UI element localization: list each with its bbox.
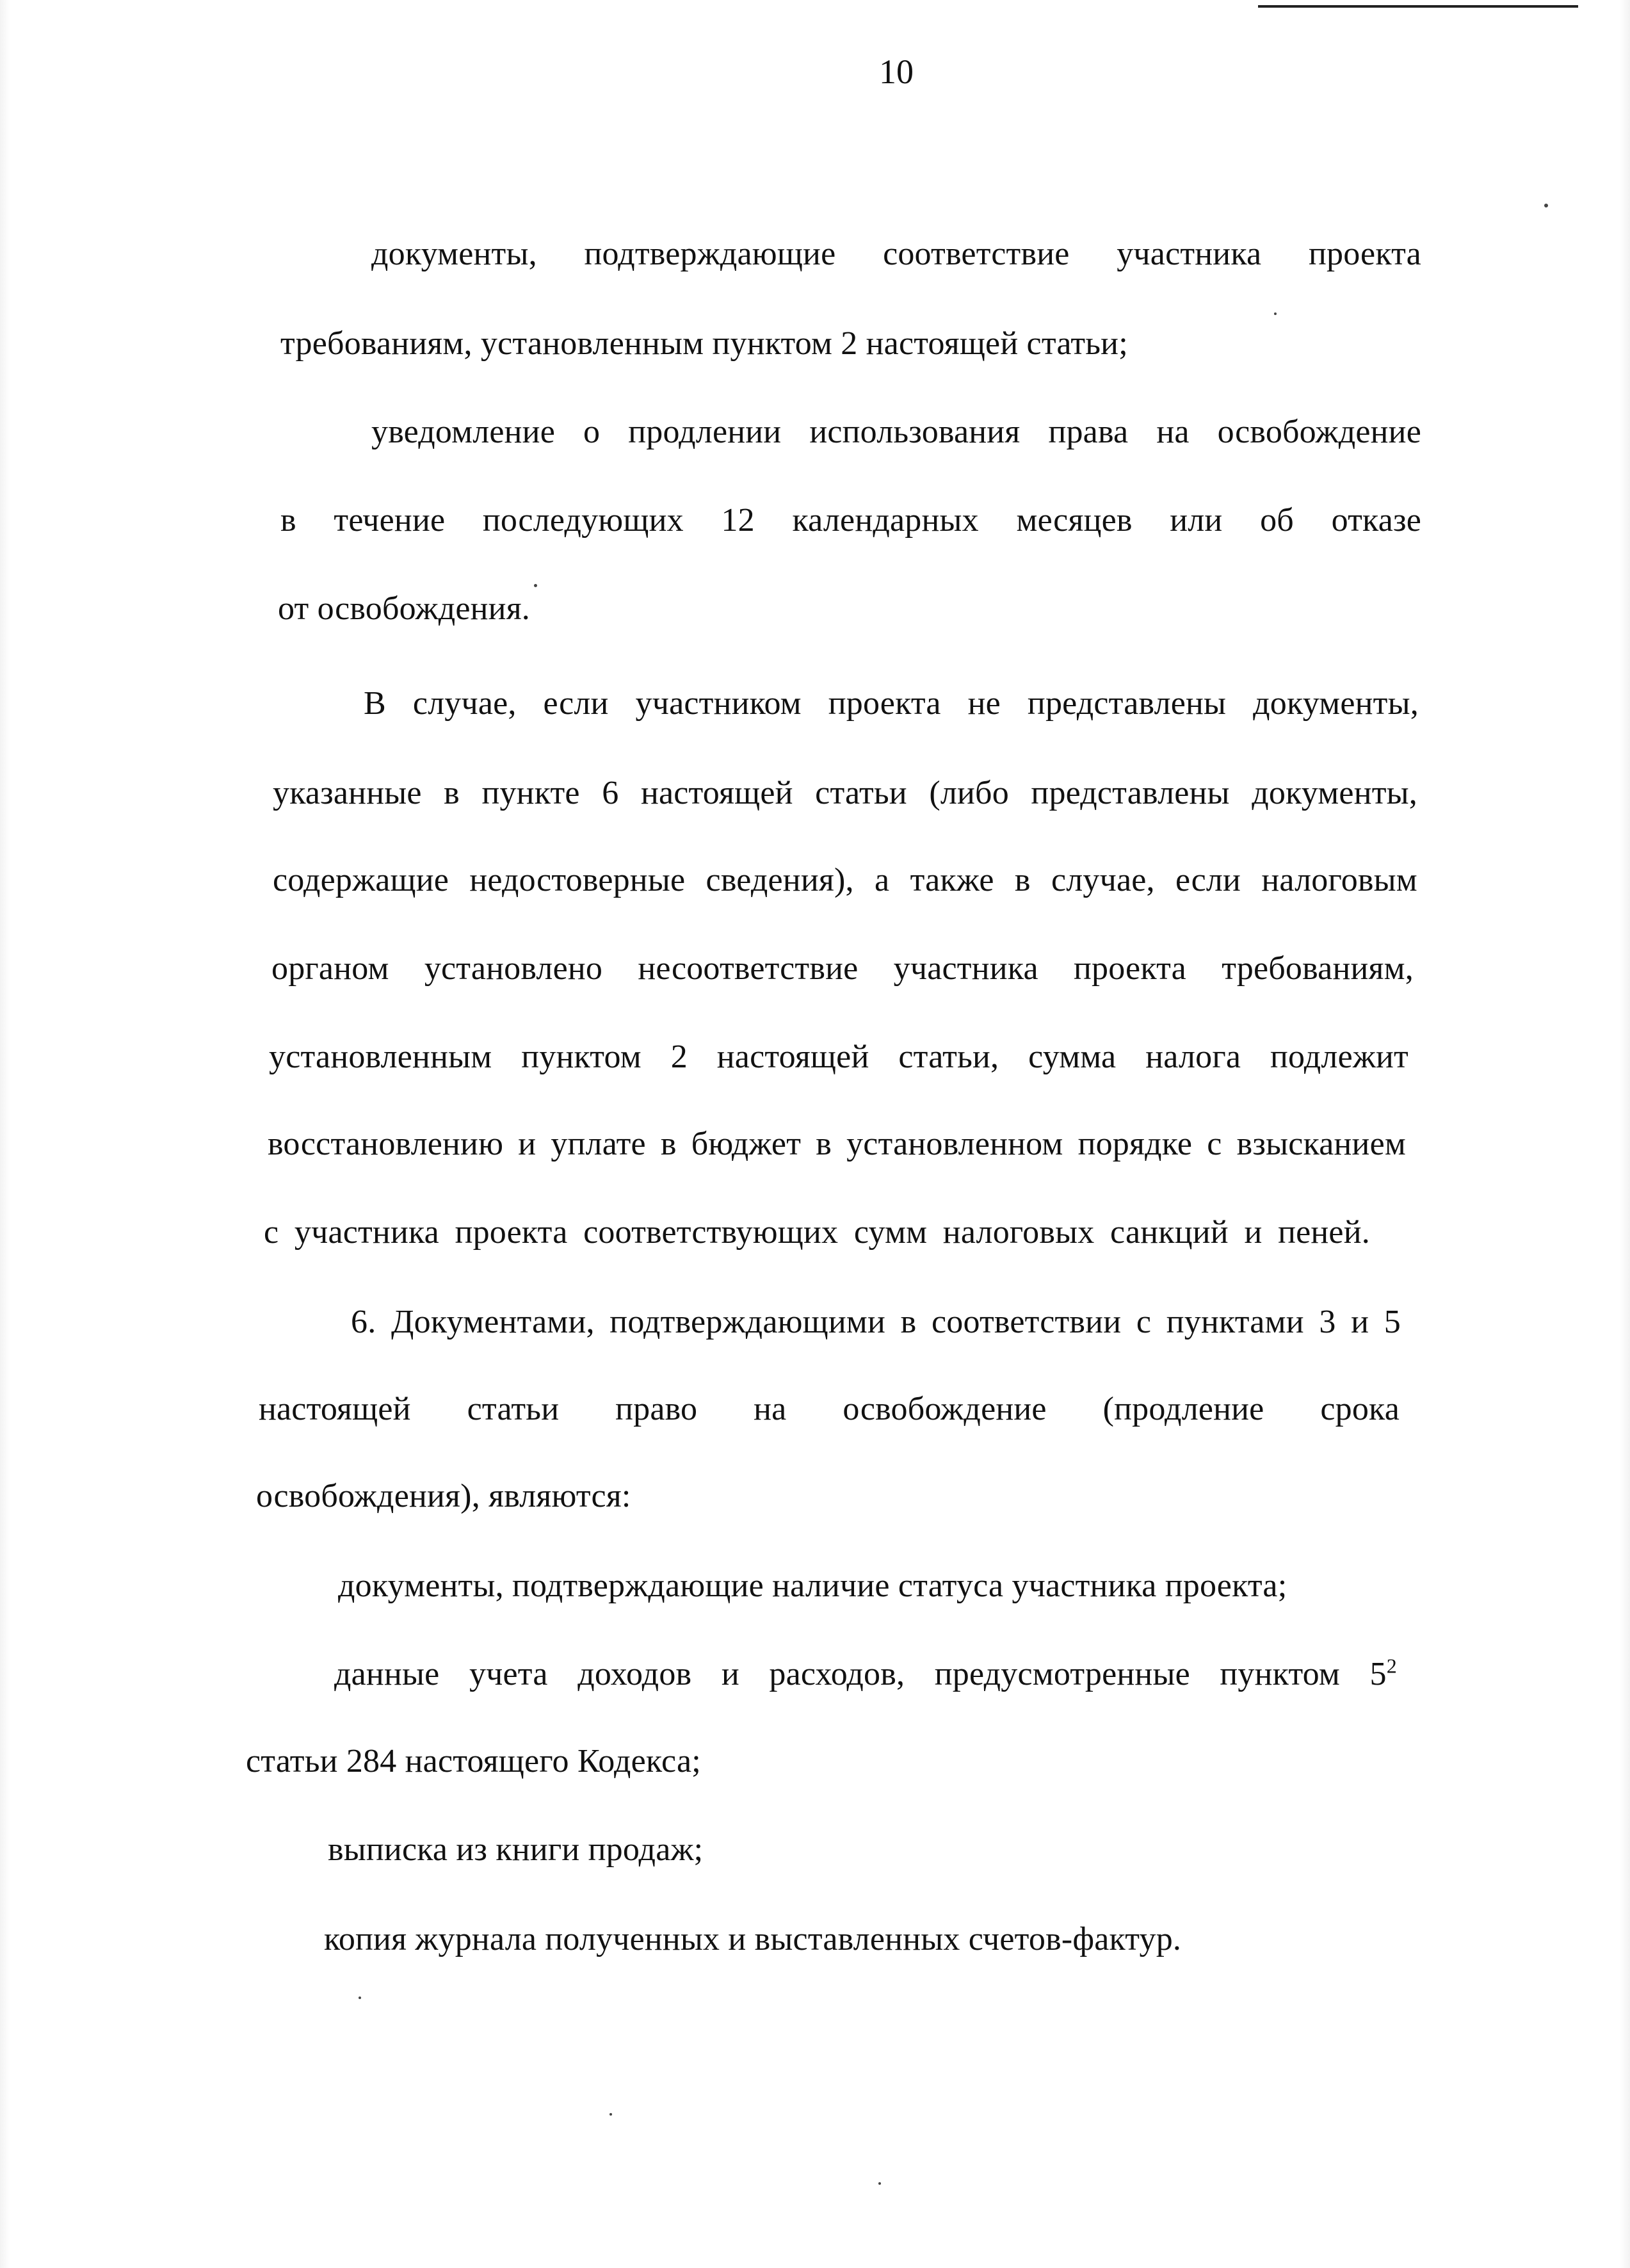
word: пунктом — [521, 1039, 642, 1075]
word: а — [875, 862, 890, 898]
line-text: документы, подтверждающие наличие статуса участника проекта; — [338, 1567, 1287, 1604]
word: данные — [334, 1656, 440, 1692]
word: участника — [1117, 236, 1262, 272]
word: статьи — [815, 775, 907, 811]
line-text: выписка из книги продаж; — [328, 1831, 704, 1868]
word: настоящей — [640, 775, 793, 811]
word: с — [1207, 1126, 1222, 1162]
text-line — [280, 321, 1128, 366]
word: проекта — [455, 1214, 568, 1251]
word: срока — [1320, 1391, 1400, 1427]
word: документы, — [1253, 685, 1419, 722]
line-text — [371, 410, 1421, 455]
text-line — [334, 1652, 1397, 1697]
word: подтверждающие — [584, 236, 836, 272]
word: требованиям, — [1222, 950, 1414, 987]
line-text — [280, 498, 1421, 543]
word: документы, — [1252, 775, 1417, 811]
word: пунктами — [1166, 1304, 1304, 1340]
word: освобождение — [843, 1391, 1047, 1427]
text-line — [264, 1210, 1370, 1255]
word: сумм — [853, 1214, 928, 1251]
text-line — [256, 1474, 631, 1519]
top-rule — [1258, 5, 1578, 8]
word: (продление — [1102, 1391, 1264, 1427]
word: и — [518, 1126, 537, 1162]
word: несоответствие — [638, 950, 859, 987]
word: в — [660, 1126, 677, 1162]
word: восстановлению — [268, 1126, 504, 1162]
word: участником — [635, 685, 802, 722]
word: налоговых — [942, 1214, 1095, 1251]
scan-speck — [878, 2182, 881, 2185]
text-line — [271, 946, 1414, 991]
word: случае, — [412, 685, 517, 722]
scan-speck — [1274, 312, 1277, 315]
word: 3 — [1319, 1304, 1336, 1340]
line-text — [351, 1300, 1401, 1345]
scan-speck — [1544, 204, 1548, 207]
word: в — [1014, 862, 1031, 898]
word: указанные — [273, 775, 422, 811]
text-line — [280, 498, 1421, 543]
word: права — [1048, 414, 1129, 450]
word: проекта — [1308, 236, 1421, 272]
scan-speck — [609, 2113, 612, 2116]
word: предусмотренные — [934, 1656, 1190, 1692]
word: налоговым — [1261, 862, 1417, 898]
word: соответствующих — [583, 1214, 839, 1251]
line-text: требованиям, установленным пунктом 2 настоящей статьи; — [280, 325, 1128, 362]
word: статьи — [467, 1391, 560, 1427]
word: отказе — [1331, 502, 1421, 539]
text-line — [328, 1827, 703, 1872]
line-text: от освобождения. — [278, 590, 531, 627]
text-line — [273, 771, 1417, 816]
word: $5^2$ — [1369, 1654, 1397, 1692]
text-line — [324, 1917, 1181, 1962]
scan-speck — [359, 1997, 361, 1999]
word: освобождение — [1217, 414, 1421, 450]
word: течение — [334, 502, 446, 539]
text-line — [259, 1387, 1400, 1432]
word: представлены — [1027, 685, 1227, 722]
word: установлено — [424, 950, 603, 987]
text-line — [351, 1300, 1401, 1345]
line-text: освобождения), являются: — [256, 1478, 631, 1514]
word: участника — [294, 1214, 439, 1251]
word: подлежит — [1270, 1039, 1408, 1075]
line-text — [271, 946, 1414, 991]
line-text: копия журнала полученных и выставленных счетов-фактур. — [324, 1921, 1182, 1957]
text-line — [273, 858, 1417, 903]
line-text — [273, 858, 1417, 903]
line-text — [371, 232, 1421, 277]
word: также — [910, 862, 994, 898]
word: расходов, — [769, 1656, 905, 1692]
word: сведения), — [706, 862, 854, 898]
word: и — [1351, 1304, 1369, 1340]
word: недостоверные — [469, 862, 686, 898]
word: продлении — [628, 414, 782, 450]
scan-right-edge — [1620, 0, 1630, 2268]
page-number: 10 — [879, 53, 914, 91]
word: на — [754, 1391, 787, 1427]
word: на — [1156, 414, 1190, 450]
word: 6. — [351, 1304, 376, 1340]
word: взысканием — [1236, 1126, 1406, 1162]
line-text — [268, 1122, 1406, 1167]
text-line — [371, 232, 1421, 277]
scan-speck — [534, 584, 537, 587]
line-text — [364, 681, 1419, 726]
word: не — [967, 685, 1001, 722]
text-line — [338, 1564, 1287, 1608]
word: с — [1136, 1304, 1152, 1340]
word: и — [1244, 1214, 1263, 1251]
word: если — [543, 685, 609, 722]
word: установленном — [846, 1126, 1063, 1162]
word: документы, — [371, 236, 537, 272]
word: о — [583, 414, 601, 450]
word: порядке — [1077, 1126, 1193, 1162]
word: с — [264, 1214, 279, 1251]
text-line — [246, 1739, 701, 1784]
word: уплате — [551, 1126, 646, 1162]
word: соответствии — [932, 1304, 1122, 1340]
text-line — [268, 1122, 1406, 1167]
text-line — [371, 410, 1421, 455]
word: 6 — [602, 775, 619, 811]
superscript: 2 — [1386, 1654, 1397, 1678]
word: В — [364, 685, 386, 722]
word: в — [900, 1304, 917, 1340]
word: случае, — [1051, 862, 1155, 898]
line-text — [273, 771, 1417, 816]
word: уведомление — [371, 414, 555, 450]
word: органом — [271, 950, 389, 987]
word: использования — [809, 414, 1021, 450]
word: статьи, — [898, 1039, 999, 1075]
line-text — [269, 1035, 1408, 1080]
scan-left-edge — [0, 0, 10, 2268]
word: сумма — [1028, 1039, 1117, 1075]
word: доходов — [577, 1656, 692, 1692]
word: и — [721, 1656, 739, 1692]
word: настоящей — [716, 1039, 869, 1075]
word: бюджет — [691, 1126, 802, 1162]
word: в — [280, 502, 296, 539]
word: участника — [893, 950, 1038, 987]
word: право — [615, 1391, 698, 1427]
word: подтверждающими — [609, 1304, 886, 1340]
word: последующих — [482, 502, 684, 539]
text-line — [269, 1035, 1408, 1080]
word: настоящей — [259, 1391, 411, 1427]
word: или — [1170, 502, 1223, 539]
line-text — [259, 1387, 1400, 1432]
word: если — [1175, 862, 1241, 898]
word: 5 — [1384, 1304, 1401, 1340]
word: пунктом — [1220, 1656, 1340, 1692]
word: пункте — [481, 775, 580, 811]
word: (либо — [929, 775, 1009, 811]
word: проекта — [828, 685, 941, 722]
word: об — [1260, 502, 1294, 539]
line-text — [334, 1652, 1397, 1697]
word: санкций — [1110, 1214, 1229, 1251]
word: представлены — [1031, 775, 1230, 811]
text-line — [364, 681, 1419, 726]
word: 2 — [670, 1039, 688, 1075]
line-text: статьи 284 настоящего Кодекса; — [246, 1743, 701, 1779]
word: 12 — [721, 502, 755, 539]
word: месяцев — [1016, 502, 1133, 539]
word: соответствие — [883, 236, 1070, 272]
text-line — [278, 587, 530, 631]
word: календарных — [792, 502, 979, 539]
word: установленным — [269, 1039, 492, 1075]
word: налога — [1145, 1039, 1241, 1075]
word: в — [816, 1126, 832, 1162]
line-text — [264, 1210, 1370, 1255]
word: в — [444, 775, 460, 811]
word: содержащие — [273, 862, 449, 898]
word: проекта — [1073, 950, 1186, 987]
word: пеней. — [1278, 1214, 1370, 1251]
word: Документами, — [391, 1304, 595, 1340]
word: учета — [469, 1656, 548, 1692]
